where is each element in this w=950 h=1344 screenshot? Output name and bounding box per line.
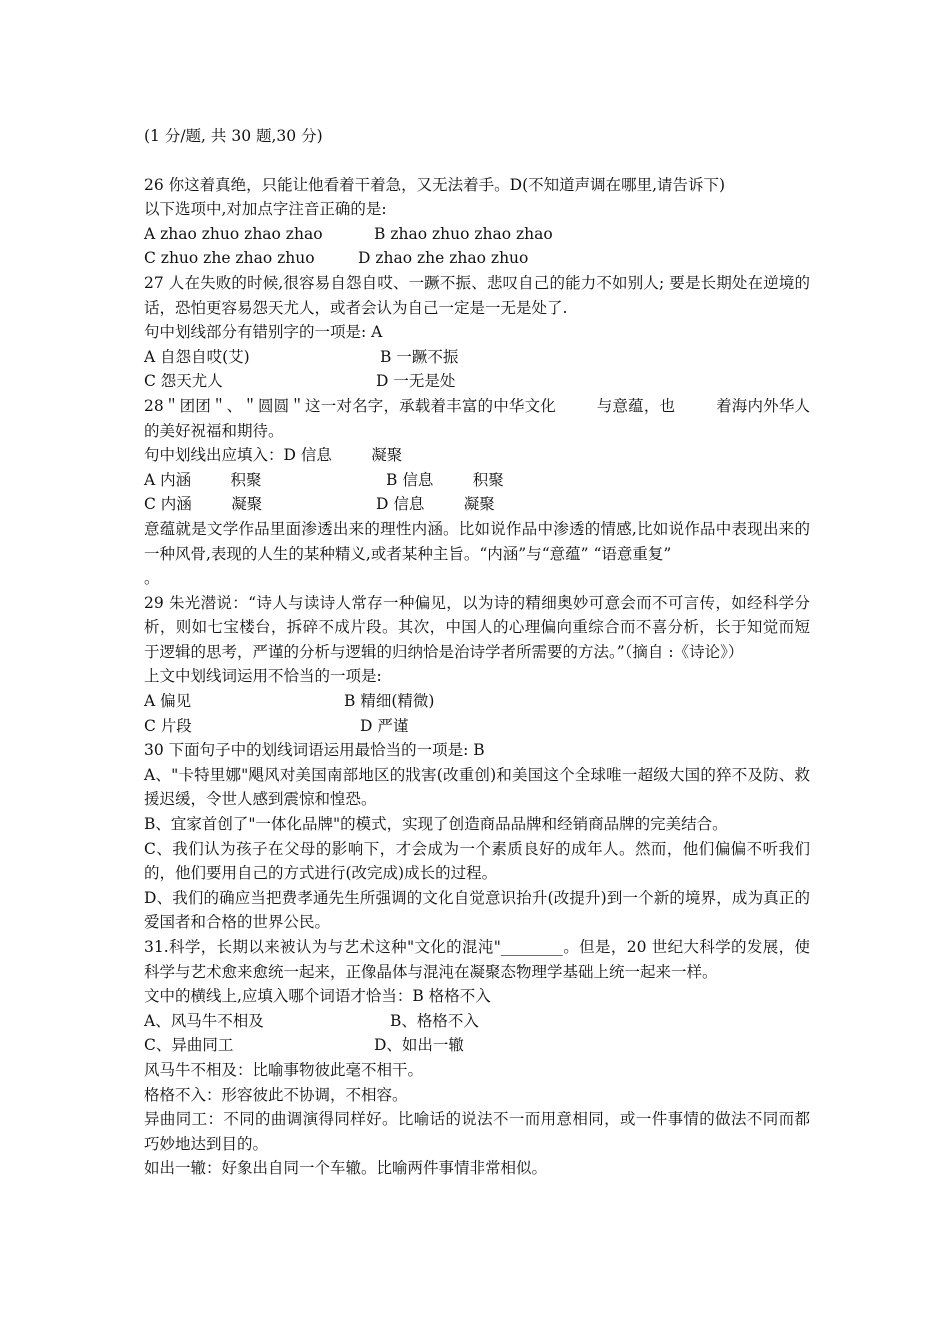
q29-option-c: C 片段 [144,716,192,735]
q28-options-row-2 [144,492,810,517]
score-header: (1 分/题, 共 30 题,30 分) [144,127,323,145]
q29-option-b: B 精细(精微) [344,692,435,711]
q27-options-row-2 [144,369,810,394]
q29-option-d: D 严谨 [360,716,409,735]
q30-stem: 30 下面句子中的划线词语运用最恰当的一项是: B [144,741,485,760]
q31-option-b: B、格格不入 [390,1011,479,1030]
q30-choice-a: A、"卡特里娜"飓风对美国南部地区的戕害(改重创)和美国这个全球唯一超级大国的猝不及防、救援迟缓，令世人感到震惊和惶恐。 [144,765,810,809]
q28-explanation: 意蕴就是文学作品里面渗透出来的理性内涵。比如说作品中渗透的情感,比如说作品中表现出来的一种风骨,表现的人生的某种精义,或者某种主旨。“内涵”与“意蕴” “语意重复” [144,519,810,563]
q26-options-row-1 [144,222,810,247]
q26-option-a: A zhao zhuo zhao zhao [144,224,323,243]
q29-options-row-2 [144,714,810,739]
q31-option-c: C、异曲同工 [144,1036,234,1055]
q27-option-a: A 自怨自哎(艾) [144,347,250,366]
q31-options-row-1 [144,1009,810,1034]
definition-gegebuRu: 格格不入：形容彼此不协调，不相容。 [144,1085,408,1104]
q29-stem: 29 朱光潜说：“诗人与读诗人常存一种偏见，以为诗的精细奥妙可意会而不可言传，如经科学分析，则如七宝楼台，拆碎不成片段。其次，中国人的心理偏向重综合而不喜分析，长于知觉而短于逻辑的思考，严谨的分析与逻辑的归纳恰是治诗学者所需要的方法。”（摘自 :《诗论》） [144,593,810,661]
q31-option-a: A、风马牛不相及 [144,1011,264,1030]
q26-prompt: 以下选项中,对加点字注音正确的是: [144,200,387,219]
q29-prompt: 上文中划线词运用不恰当的一项是: [144,667,382,686]
definition-yiqutonggong: 异曲同工：不同的曲调演得同样好。比喻话的说法不一而用意相同，或一件事情的做法不同而都巧妙地达到目的。 [144,1110,810,1153]
q26-option-d: D zhao zhe zhao zhuo [358,249,529,268]
q26-option-b: B zhao zhuo zhao zhao [374,224,553,243]
q26-stem: 26 你这着真绝，只能让他看着干着急，又无法着手。D(不知道声调在哪里,请告诉下) [144,175,726,194]
q27-prompt: 句中划线部分有错别字的一项是: A [144,323,383,342]
q31-option-d: D、如出一辙 [374,1036,464,1055]
q28-option-c: C 内涵 凝聚 [144,495,263,514]
q28-explanation-end: 。 [144,569,160,588]
q27-stem: 27 人在失败的时候,很容易自怨自哎、一蹶不振、悲叹自己的能力不如别人; 要是长期处在逆境的话，恐怕更容易怨天尤人，或者会认为自己一定是一无是处了. [144,273,810,317]
definition-ruchuyizhe: 如出一辙：好象出自同一个车辙。比喻两件事情非常相似。 [144,1159,548,1178]
q28-option-d: D 信息 凝聚 [376,495,495,514]
definition-fengmaniu: 风马牛不相及：比喻事物彼此毫不相干。 [144,1060,424,1079]
q31-options-row-2 [144,1033,810,1058]
q26-option-c: C zhuo zhe zhao zhuo [144,249,315,268]
q31-stem: 31.科学，长期以来被认为与艺术这种"文化的混沌"________。但是，20 世纪大科学的发展，使科学与艺术愈来愈统一起来，正像晶体与混沌在凝聚态物理学基础上统一起来一样。 [144,938,810,981]
q27-option-c: C 怨天尤人 [144,372,223,391]
q28-option-b: B 信息 积聚 [386,470,504,489]
blank-line [144,149,810,173]
q30-choice-b: B、宜家首创了"一体化品牌"的模式，实现了创造商品品牌和经销商品牌的完美结合。 [144,815,728,834]
q27-option-d: D 一无是处 [376,372,456,391]
q29-option-a: A 偏见 [144,692,192,711]
q27-options-row-1 [144,345,810,370]
q31-prompt: 文中的横线上,应填入哪个词语才恰当：B 格格不入 [144,987,491,1006]
q28-options-row-1 [144,468,810,493]
q28-option-a: A 内涵 积聚 [144,470,262,489]
q29-options-row-1 [144,689,810,714]
q28-prompt: 句中划线出应填入：D 信息 凝聚 [144,446,403,465]
q30-choice-c: C、我们认为孩子在父母的影响下，才会成为一个素质良好的成年人。然而，他们偏偏不听我们的，他们要用自己的方式进行(改完成)成长的过程。 [144,839,810,883]
q26-options-row-2 [144,246,810,271]
q27-option-b: B 一蹶不振 [380,347,459,366]
q30-choice-d: D、我们的确应当把费孝通先生所强调的文化自觉意识抬升(改提升)到一个新的境界，成为真正的爱国者和合格的世界公民。 [144,888,810,932]
document-page [144,124,810,1181]
q28-stem: 28＂团团＂、＂圆圆＂这一对名字，承载着丰富的中华文化 与意蕴，也 着海内外华人的美好祝福和期待。 [144,396,810,440]
